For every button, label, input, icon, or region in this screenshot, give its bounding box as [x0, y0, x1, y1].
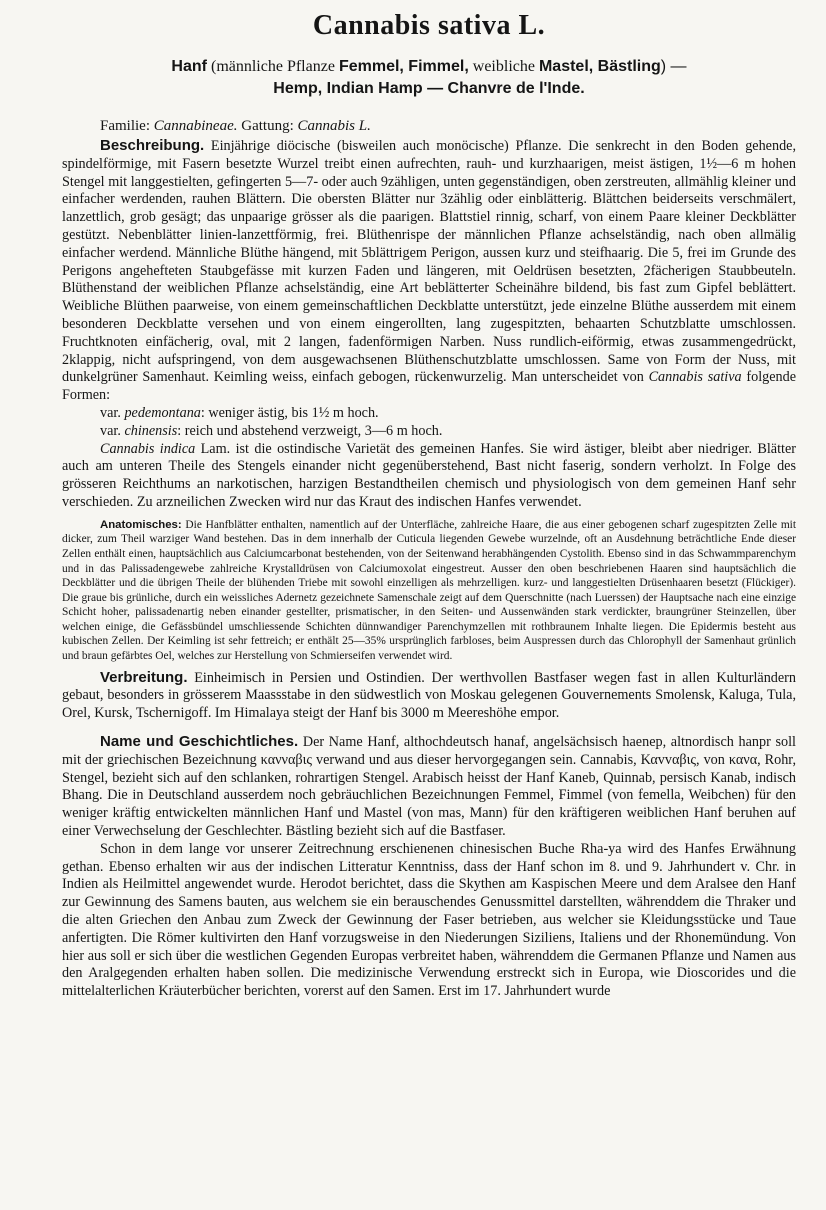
- variety-text: : reich und abstehend verzweigt, 3—6 m hoch.: [177, 422, 443, 439]
- anatomisches-text: Die Hanfblätter enthalten, namentlich auf der Unterfläche, zahlreiche Haare, die aus einer gebogenen scharf zugespitzten Zelle mit dicker, zum Theil warziger Wand bestehen. Das in dem innerhalb der Cuticula liegenden Gewebe wurzelnde, oft an Ausdehnung beträchtliche Ende dieser Zellen enthält einen, hauptsächlich aus Calciumcarbonat bestehenden, von der Seitenwand herabhängenden Cystolith. Ebenso sind in das Schwammparenchym und in das Palissadengewebe zahlreiche Krystalldrüsen von Calciumoxolat eingestreut. Ausser den oben beschriebenen Haaren sind hauptsächlich die Deckblätter und die übrigen Theile der blühenden Triebe mit sowohl einzelligen als mehrzelligen. kurz- und langgestielten Drüsenhaaren besetzt (Flückiger). Die graue bis grünliche, durch ein weissliches Adernetz gezeichnete Samenschale zeigt auf dem Querschnitte (nach Luerssen) der Hauptsache nach eine einzige Schicht hoher, palissadenartig neben einander gestellter, prismatischer, in den Seiten- und Aussenwänden stark verdickter, braungrüner Steinzellen, über welchen einige, die Gefässbündel umschliessende Schichten dünnwandiger Parenchymzellen mit rothbraunem Inhalte liegen. Die Epidermis besteht aus kubischen Zellen. Der Keimling ist sehr fettreich; er enthält 25—35% ursprünglich farbloses, beim Auspressen durch das Chlorophyll der Samenhaut grünlich und braun gefärbtes Oel, welches zur Herstellung von Schmierseifen verwendet wird.: [62, 518, 797, 663]
- variety-name: chinensis: [124, 422, 178, 439]
- name-hanf: Hanf: [171, 58, 207, 75]
- gattung-value: Cannabis L.: [297, 118, 371, 134]
- anatomisches-heading: Anatomisches:: [100, 518, 182, 531]
- name-section: [62, 733, 796, 1001]
- verbreitung-text: Einheimisch in Persien und Ostindien. Der werthvollen Bastfaser wegen fast in allen Kulturländern gebaut, besonders in grösserem Maassstabe in den südwestlich von Moskau gelegenen Gouvernements Smolensk, Kaluga, Tula, Orel, Kursk, Tschernigoff. Im Himalaya steigt der Hanf bis 3000 m Meereshöhe empor.: [62, 669, 797, 722]
- name-line-end: ) —: [660, 58, 687, 75]
- name-paragraph-1: [62, 733, 796, 841]
- name-foreign: Hemp, Indian Hamp — Chanvre de l'Inde.: [273, 80, 585, 97]
- taxonomy-line: [62, 118, 796, 135]
- variety-prefix: var.: [100, 404, 121, 421]
- anatomisches-section: [62, 518, 796, 664]
- indica-name: Cannabis indica: [100, 440, 196, 457]
- name-male-intro: (männliche Pflanze: [206, 58, 339, 75]
- beschreibung-species: Cannabis sativa: [648, 369, 742, 386]
- beschreibung-text-end: folgende Formen:: [62, 369, 797, 404]
- indica-paragraph: [62, 441, 796, 512]
- variety-text: : weniger ästig, bis 1½ m hoch.: [200, 404, 379, 421]
- name-male: Femmel, Fimmel,: [338, 58, 469, 75]
- beschreibung-paragraph: [62, 137, 796, 405]
- common-names: [62, 56, 796, 100]
- familie-label: Familie:: [100, 118, 150, 134]
- verbreitung-heading: Verbreitung.: [100, 668, 188, 686]
- name-paragraph-2: [62, 841, 796, 1001]
- page-title: Cannabis sativa L.: [312, 10, 546, 41]
- indica-text: Lam. ist die ostindische Varietät des gemeinen Hanfes. Sie wird ästiger, bleibt aber niedriger. Blätter auch am unteren Theile des Stengels einander nicht gegenüberstehend, Bast nicht faserig, sondern verholzt. In Folge des grösseren Reichthums an narkotischen, harzigen Bestandtheilen chemisch und physiologisch von dem gemeinen Hanf sehr verschieden. Zu arzneilichen Zwecken wird nur das Kraut des indischen Hanfes verwendet.: [62, 440, 797, 510]
- variety-name: pedemontana: [124, 404, 201, 421]
- name-female-intro: weibliche: [468, 58, 539, 75]
- familie-value: Cannabineae.: [153, 118, 238, 134]
- variety-chinensis: [62, 423, 796, 441]
- verbreitung-section: [62, 669, 796, 723]
- beschreibung-section: [62, 137, 796, 512]
- common-names-foreign: [62, 78, 796, 100]
- name-female: Mastel, Bästling: [538, 58, 661, 75]
- name-text-1: Der Name Hanf, althochdeutsch hanaf, angelsächsisch haenep, altnordisch hanpr soll mit der griechischen Bezeichnung κανναβις verwand und aus dieser hervorgegangen sein. Cannabis, Καvvαβις, von κανα, Rohr, Stengel, bezieht sich auf den schlanken, rohrartigen Stengel. Arabisch heisst der Hanf Kaneb, Quinnab, persisch Kanab, indisch Bhang. Die in Deutschland ausserdem noch gebräuchlichen Bezeichnungen Femmel, Fimmel (von femella, Weibchen) für den weniger kräftig entwickelten männlichen Hanf und Mastel (von mas, Mann) für den kräftigeren weiblichen Hanf beruhen auf einer Verwechselung der Geschlechter. Bästling bezieht sich auf die Bastfaser.: [62, 734, 796, 840]
- name-text-2: Schon in dem lange vor unserer Zeitrechnung erschienenen chinesischen Buche Rha-ya wird des Hanfes Erwähnung gethan. Ebenso erhalten wir aus der indischen Litteratur Kenntniss, dass der Hanf schon im 8. und 9. Jahrhundert v. Chr. in Indien als Heilmittel angewendet wurde. Herodot berichtet, dass die Skythen am Kaspischen Meere und dem Aralsee den Hanf zur Gewinnung des Samens bauten, aus welchem sie ein berauschendes Genussmittel darstellten, währenddem die Thraker und die alten Griechen den Anbau zum Zweck der Gewinnung der Faser betrieben, aus welcher sie Kleidungsstücke und Taue anfertigten. Die Römer kultivirten den Hanf vorzugsweise in den Niederungen Siziliens, Italiens und der Rhonemündung. Von hier aus soll er sich über die westlichen Gegenden Europas verbreitet haben, währenddem die Germanen Pflanze und Namen aus den Aralgegenden erhalten haben sollen. Die medizinische Verwendung erstreckt sich in Europa, wie Dioscorides und die mittelalterlichen Kräuterbücher berichten, vorerst auf den Samen. Erst im 17. Jahrhundert wurde: [62, 840, 796, 1000]
- common-names-german: [62, 56, 796, 78]
- beschreibung-text: Einjährige diöcische (bisweilen auch monöcische) Pflanze. Die senkrecht in den Boden gehende, spindelförmige, mit Fasern besetzte Wurzel treibt einen aufrechten, rauh- und kurzhaarigen, meist ästigen, 1½—6 m hohen Stengel mit langgestielten, gefingerten 5—7- oder auch 9zähligen, unten gegenständigen, oben zerstreuten, allmählig kleiner und einfacher werdenden, rauhen Blättern. Die obersten Blätter nur 3zählig oder einblätterig. Blättchen beiderseits verschmälert, lanzettlich, grob gesägt; das unpaarige grösser als die paarigen. Blattstiel rinnig, scharf, von einem Paare kleiner Deckblätter gestützt. Nebenblätter linien-lanzettförmig, frei. Blüthenrispe der männlichen Pflanze achselständig, nach oben allmälig einfacher werdend. Männliche Blüthe hängend, mit 5blättrigem Perigon, aussen kurz und steifhaarig. Die 5, frei im Grunde des Perigons angehefteten Staubgefässe mit kurzen Faden und längeren, mit Oeldrüsen besetzten, 2fächerigen Staubbeuteln. Blüthenstand der weiblichen Pflanze achselständig, eine Art beblätterter Scheinähre bildend, bis fast zum Gipfel beblättert. Weibliche Blüthen paarweise, von einem gemeinschaftlichen Deckblatte unterstützt, jede einzelne Blüthe ausserdem mit einem besonderen Deckblatte versehen und von einem eingerollten, lang zugespitzten, behaarten Schutzblatte umschlossen. Fruchtknoten einfächerig, oval, mit 2 langen, fadenförmigen Narben. Nuss rundlich-eiförmig, etwas zusammengedrückt, 2klappig, nicht aufspringend, von dem ausgewachsenen Blüthenschutzblatte umschlossen. Same von Form der Nuss, mit dunkelgrüner Samenhaut. Keimling weiss, einfach gebogen, rückenwurzelig. Man unterscheidet von: [62, 138, 797, 386]
- variety-prefix: var.: [100, 422, 121, 439]
- variety-pedemontana: [62, 405, 796, 423]
- gattung-label: Gattung:: [241, 118, 294, 134]
- name-heading: Name und Geschichtliches.: [100, 733, 299, 751]
- beschreibung-heading: Beschreibung.: [100, 137, 205, 154]
- document-page: [0, 10, 826, 1210]
